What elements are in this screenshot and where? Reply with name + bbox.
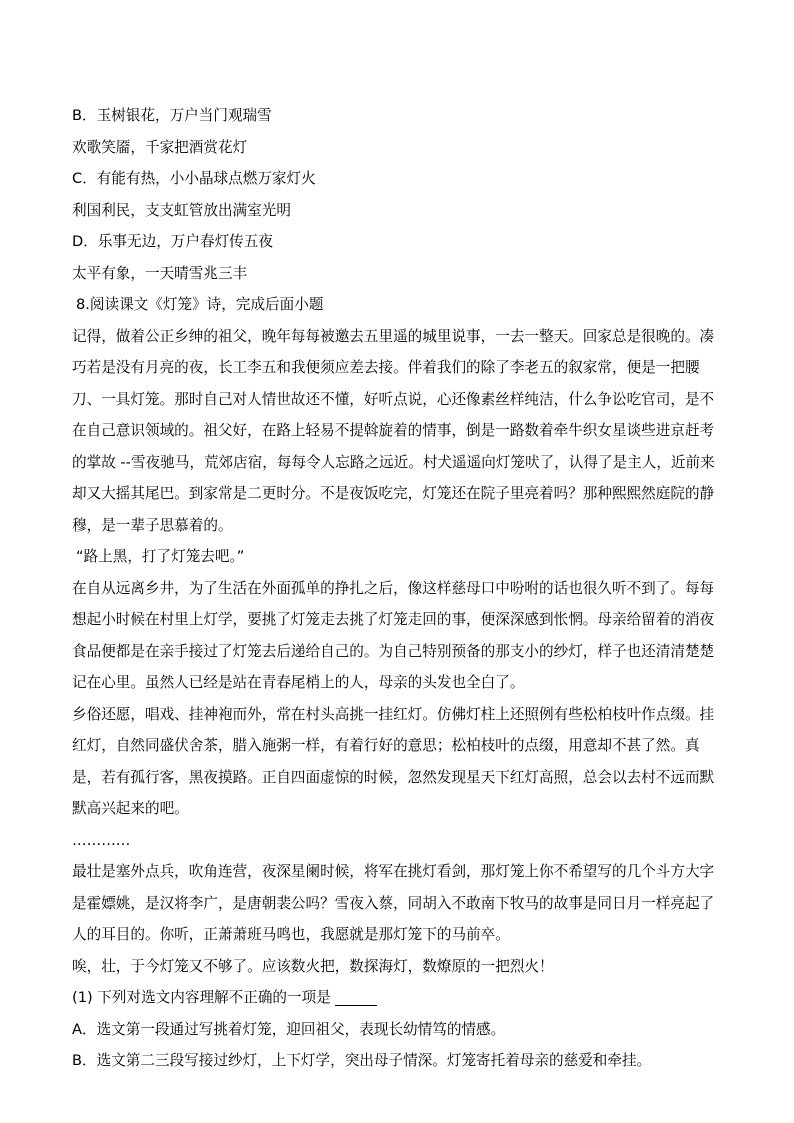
sub-question-1-stem bbox=[72, 982, 724, 1014]
question-8-heading: 8.阅读课文《灯笼》诗，完成后面小题 bbox=[76, 296, 324, 313]
option-d-line1: D．乐事无边，万户春灯传五夜 bbox=[72, 233, 273, 250]
sub-question-1-stem-text: (1) 下列对选文内容理解不正确的一项是 bbox=[72, 989, 331, 1006]
passage-paragraph-4: 乡俗还愿，唱戏、挂神袍而外，常在村头高挑一挂红灯。仿佛灯柱上还照例有些松柏枝叶作点缀。挂红灯，自然同盛伏舍茶，腊入施粥一样，有着行好的意思；松柏枝叶的点缀，用意却不甚了然。真是，若有孤行客，黑夜摸路。正自四面虚惊的时候，忽然发现星天下红灯高照，总会以去村不远而默默高兴起来的吧。 bbox=[72, 705, 715, 817]
answer-blank bbox=[335, 991, 377, 1006]
option-b-line2: 欢歌笑靥，千家把酒赏花灯 bbox=[72, 138, 248, 156]
passage-paragraph-1: 记得，做着公正乡绅的祖父，晚年每每被邀去五里遥的城里说事，一去一整天。回家总是很晚的。凑巧若是没有月亮的夜，长工李五和我便须应差去接。伴着我们的除了李老五的叙家常，便是一把腰刀、一具灯笼。那时自己对人情世故还不懂，好听点说，心还像素丝样纯洁，什么争讼吃官司，是不在自己意识领域的。祖父好，在路上轻易不提斡旋着的情事，倒是一路数着牵牛织女星谈些进京赶考的掌故 --雪夜驰马，荒郊店宿，每每令人忘路之远近。村犬遥遥向灯笼吠了，认得了是主人，近前来却又大摇其尾巴。到家常是二更时分。不是夜饭吃完，灯笼还在院子里亮着吗？那种熙熙然庭院的静穆，是一辈子思慕着的。 bbox=[72, 327, 715, 534]
document-content bbox=[72, 100, 724, 1077]
option-c-line1: C．有能有热，小小晶球点燃万家灯火 bbox=[72, 170, 316, 187]
option-d-line2: 太平有象，一天晴雪兆三丰 bbox=[72, 264, 248, 282]
choice-a: A．选文第一段通过写挑着灯笼，迎回祖父，表现长幼情笃的情感。 bbox=[72, 1020, 506, 1038]
passage-paragraph-5: 最壮是塞外点兵，吹角连营，夜深星阑时候，将军在挑灯看剑，那灯笼上你不希望写的几个斗方大字是霍嫖姚，是汉将李广，是唐朝裴公吗？雪夜入蔡，同胡入不敢南下牧马的故事是同日月一样亮起了人的耳目的。你听，正萧萧班马鸣也，我愿就是那灯笼下的马前卒。 bbox=[72, 863, 715, 943]
choice-b: B．选文第二三段写接过纱灯，上下灯学，突出母子情深。灯笼寄托着母亲的慈爱和牵挂。 bbox=[72, 1052, 652, 1069]
passage-ellipsis: ………… bbox=[72, 831, 131, 849]
passage-paragraph-6: 唉，壮，于今灯笼又不够了。应该数火把，数探海灯，数燎原的一把烈火！ bbox=[72, 957, 554, 975]
passage-paragraph-2: “路上黑，打了灯笼去吧。” bbox=[76, 548, 245, 565]
option-c-line2: 利国利民，支支虹管放出满室光明 bbox=[72, 201, 291, 219]
passage-paragraph-3: 在自从远离乡井，为了生活在外面孤单的挣扎之后，像这样慈母口中吩咐的话也很久听不到了。每每想起小时候在村里上灯学，要挑了灯笼走去挑了灯笼走回的事，便深深感到怅惘。母亲给留着的消夜食品便都是在亲手接过了灯笼去后递给自己的。为自己特别预备的那支小的纱灯，样子也还清清楚楚记在心里。虽然人已经是站在青春尾梢上的人，母亲的头发也全白了。 bbox=[72, 579, 715, 691]
option-b-line1: B．玉树银花，万户当门观瑞雪 bbox=[72, 107, 272, 124]
